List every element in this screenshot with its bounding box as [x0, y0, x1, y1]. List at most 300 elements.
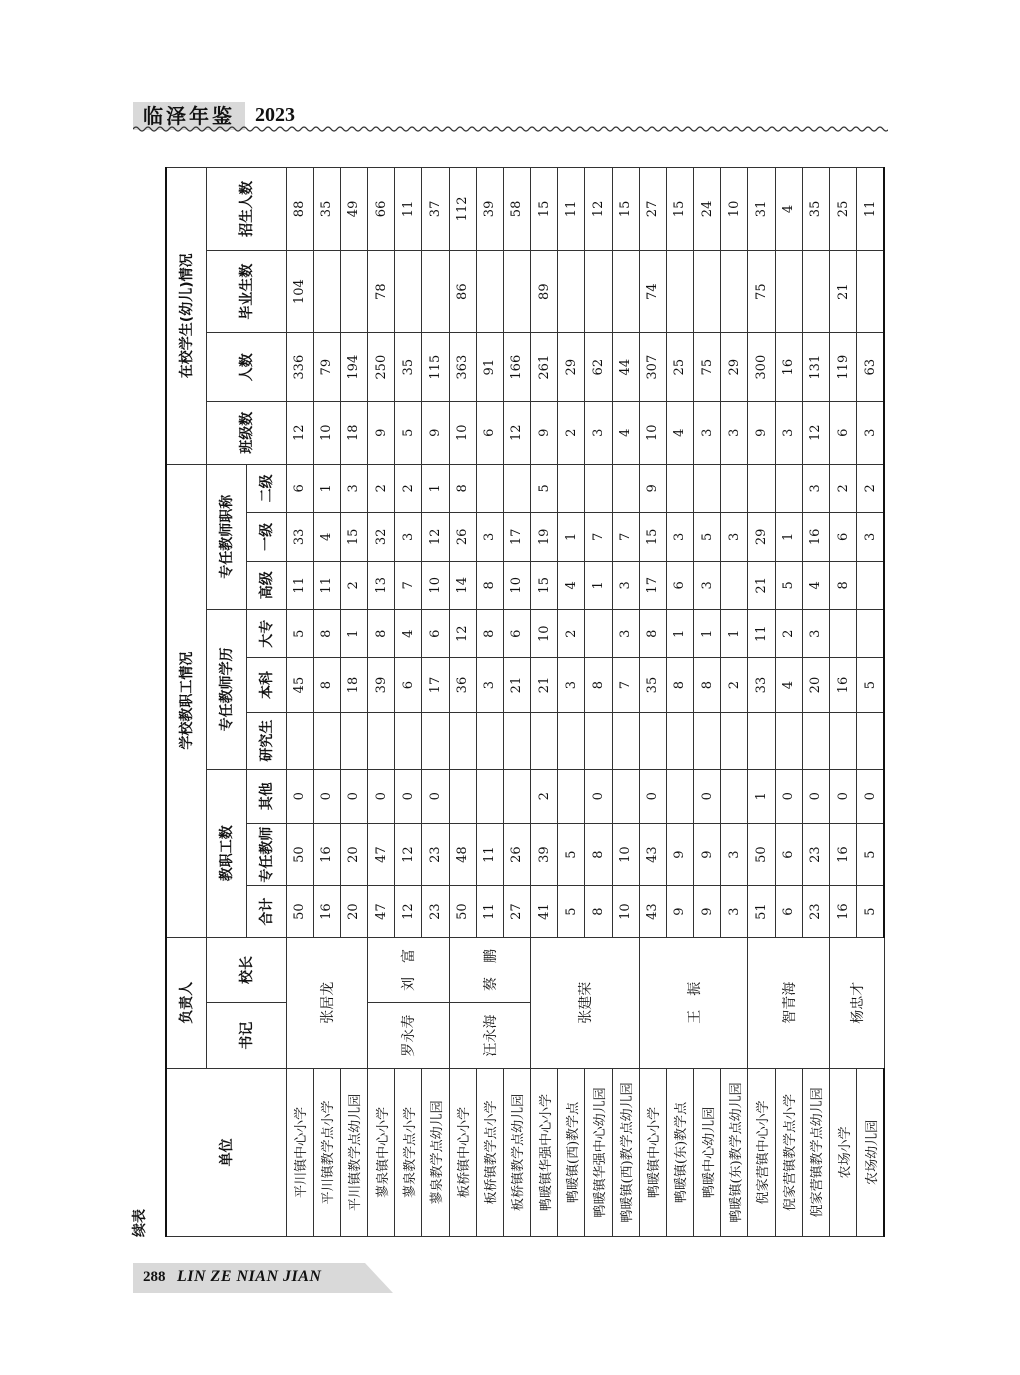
cell-graduates: [694, 250, 721, 333]
cell-enroll: 12: [585, 168, 612, 251]
table-row: [286, 168, 313, 1237]
cell-total: 5: [857, 886, 884, 937]
unit-name: 板桥镇教学点幼儿园: [503, 1068, 530, 1236]
col-titles: 专任教师职称: [206, 464, 246, 609]
cell-enroll: 35: [313, 168, 340, 251]
cell-classes: 10: [639, 401, 666, 464]
cell-students: 119: [829, 333, 856, 401]
page-number: 288: [143, 1269, 166, 1285]
cell-enroll: 15: [666, 168, 693, 251]
cell-senior: 10: [422, 561, 449, 609]
table-row: [531, 168, 558, 1237]
rotated-table-wrapper: [132, 167, 885, 1237]
col-leader: 负责人: [166, 937, 206, 1068]
cell-first: 15: [639, 513, 666, 561]
cell-total: 16: [829, 886, 856, 937]
col-bachelor: 本科: [246, 658, 286, 712]
cell-college: 8: [313, 610, 340, 658]
cell-classes: 4: [612, 401, 639, 464]
cell-senior: 10: [503, 561, 530, 609]
cell-students: 44: [612, 333, 639, 401]
cell-teachers: 50: [286, 823, 313, 886]
cell-enroll: 25: [829, 168, 856, 251]
cell-senior: 11: [286, 561, 313, 609]
cell-enroll: 15: [612, 168, 639, 251]
cell-senior: 1: [585, 561, 612, 609]
footer-title: LIN ZE NIAN JIAN: [177, 1268, 322, 1285]
cell-bachelor: 8: [694, 658, 721, 712]
cell-senior: 14: [449, 561, 476, 609]
cell-postgrad: [585, 712, 612, 769]
cell-graduates: 89: [531, 250, 558, 333]
cell-second: 2: [368, 464, 395, 513]
col-classes: 班级数: [206, 401, 286, 464]
cell-first: 16: [802, 513, 829, 561]
cell-teachers: 8: [585, 823, 612, 886]
cell-students: 336: [286, 333, 313, 401]
cell-students: 29: [558, 333, 585, 401]
cell-bachelor: 33: [748, 658, 775, 712]
unit-name: 鸭暖镇中心小学: [639, 1068, 666, 1236]
cell-classes: 10: [449, 401, 476, 464]
cell-postgrad: [612, 712, 639, 769]
cell-postgrad: [531, 712, 558, 769]
leader-name: 杨忠才: [829, 937, 884, 1068]
cell-second: 2: [829, 464, 856, 513]
cell-first: 1: [558, 513, 585, 561]
cell-other: 0: [639, 769, 666, 823]
cell-second: [666, 464, 693, 513]
cell-postgrad: [748, 712, 775, 769]
cell-classes: 10: [313, 401, 340, 464]
cell-total: 23: [802, 886, 829, 937]
cell-postgrad: [802, 712, 829, 769]
cell-second: [558, 464, 585, 513]
cell-other: 0: [829, 769, 856, 823]
cell-college: 2: [558, 610, 585, 658]
page-footer: [133, 1263, 393, 1293]
cell-college: 11: [748, 610, 775, 658]
cell-teachers: 20: [340, 823, 367, 886]
cell-first: 6: [829, 513, 856, 561]
cell-bachelor: 6: [395, 658, 422, 712]
cell-other: 0: [694, 769, 721, 823]
cell-teachers: 26: [503, 823, 530, 886]
cell-students: 250: [368, 333, 395, 401]
cell-postgrad: [395, 712, 422, 769]
cell-total: 43: [639, 886, 666, 937]
unit-name: 倪家营镇教学点小学: [775, 1068, 802, 1236]
cell-total: 50: [286, 886, 313, 937]
cell-teachers: 9: [666, 823, 693, 886]
unit-name: 倪家营镇教学点幼儿园: [802, 1068, 829, 1236]
cell-bachelor: 18: [340, 658, 367, 712]
unit-name: 鸭暖镇华强中心幼儿园: [585, 1068, 612, 1236]
cell-enroll: 4: [775, 168, 802, 251]
cell-students: 25: [666, 333, 693, 401]
cell-other: [449, 769, 476, 823]
cell-students: 79: [313, 333, 340, 401]
cell-first: 3: [476, 513, 503, 561]
cell-total: 10: [612, 886, 639, 937]
cell-bachelor: 21: [531, 658, 558, 712]
cell-postgrad: [721, 712, 748, 769]
cell-college: 6: [503, 610, 530, 658]
col-education: 专任教师学历: [206, 610, 246, 770]
cell-enroll: 39: [476, 168, 503, 251]
cell-bachelor: 20: [802, 658, 829, 712]
cell-teachers: 5: [857, 823, 884, 886]
cell-students: 91: [476, 333, 503, 401]
cell-first: 7: [585, 513, 612, 561]
table-row: [666, 168, 693, 1237]
cell-total: 3: [721, 886, 748, 937]
cell-graduates: [395, 250, 422, 333]
cell-senior: 3: [612, 561, 639, 609]
cell-postgrad: [340, 712, 367, 769]
cell-bachelor: 8: [666, 658, 693, 712]
col-senior: 高级: [246, 561, 286, 609]
cell-graduates: [585, 250, 612, 333]
cell-students: 62: [585, 333, 612, 401]
unit-name: 蓼泉教学点小学: [395, 1068, 422, 1236]
cell-first: 15: [340, 513, 367, 561]
cell-postgrad: [422, 712, 449, 769]
cell-graduates: [775, 250, 802, 333]
cell-graduates: [476, 250, 503, 333]
unit-name: 平川镇中心小学: [286, 1068, 313, 1236]
cell-teachers: 10: [612, 823, 639, 886]
cell-first: 7: [612, 513, 639, 561]
cell-enroll: 11: [857, 168, 884, 251]
cell-other: 0: [585, 769, 612, 823]
cell-total: 50: [449, 886, 476, 937]
cell-other: [503, 769, 530, 823]
unit-name: 农场小学: [829, 1068, 856, 1236]
cell-classes: 6: [476, 401, 503, 464]
cell-senior: 15: [531, 561, 558, 609]
cell-students: 131: [802, 333, 829, 401]
cell-teachers: 5: [558, 823, 585, 886]
cell-senior: 13: [368, 561, 395, 609]
cell-second: 5: [531, 464, 558, 513]
cell-bachelor: 39: [368, 658, 395, 712]
cell-first: 3: [666, 513, 693, 561]
col-principal: 校长: [206, 937, 286, 1003]
cell-teachers: 23: [422, 823, 449, 886]
cell-classes: 9: [531, 401, 558, 464]
cell-students: 166: [503, 333, 530, 401]
table-row: [449, 168, 476, 1237]
cell-graduates: 75: [748, 250, 775, 333]
cell-students: 75: [694, 333, 721, 401]
cell-students: 194: [340, 333, 367, 401]
cell-teachers: 48: [449, 823, 476, 886]
cell-enroll: 35: [802, 168, 829, 251]
col-graduates: 毕业生数: [206, 250, 286, 333]
col-staff-count: 教职工数: [206, 769, 246, 937]
col-total: 合计: [246, 886, 286, 937]
unit-name: 倪家营镇中心小学: [748, 1068, 775, 1236]
cell-students: 63: [857, 333, 884, 401]
cell-second: [775, 464, 802, 513]
school-statistics-table: [165, 167, 885, 1237]
cell-postgrad: [666, 712, 693, 769]
cell-college: 8: [368, 610, 395, 658]
cell-senior: 21: [748, 561, 775, 609]
cell-college: 8: [476, 610, 503, 658]
cell-total: 12: [395, 886, 422, 937]
unit-name: 蓼泉教学点幼儿园: [422, 1068, 449, 1236]
cell-enroll: 10: [721, 168, 748, 251]
cell-classes: 12: [503, 401, 530, 464]
cell-other: [612, 769, 639, 823]
cell-total: 47: [368, 886, 395, 937]
unit-name: 鸭暖镇(东)教学点幼儿园: [721, 1068, 748, 1236]
cell-second: 9: [639, 464, 666, 513]
cell-second: [503, 464, 530, 513]
cell-teachers: 43: [639, 823, 666, 886]
table-row: [639, 168, 666, 1237]
col-staff-group: 学校教职工情况: [166, 464, 206, 937]
cell-other: 0: [857, 769, 884, 823]
cell-classes: 9: [368, 401, 395, 464]
cell-teachers: 12: [395, 823, 422, 886]
cell-classes: 3: [585, 401, 612, 464]
cell-classes: 5: [395, 401, 422, 464]
cell-graduates: [802, 250, 829, 333]
cell-senior: 2: [340, 561, 367, 609]
cell-classes: 9: [748, 401, 775, 464]
cell-first: 17: [503, 513, 530, 561]
cell-graduates: 86: [449, 250, 476, 333]
cell-bachelor: 3: [558, 658, 585, 712]
cell-enroll: 24: [694, 168, 721, 251]
cell-classes: 3: [775, 401, 802, 464]
table-row: [802, 168, 829, 1237]
cell-classes: 3: [857, 401, 884, 464]
unit-name: 农场幼儿园: [857, 1068, 884, 1236]
cell-total: 20: [340, 886, 367, 937]
cell-other: 0: [802, 769, 829, 823]
cell-other: [476, 769, 503, 823]
cell-students: 35: [395, 333, 422, 401]
cell-graduates: [422, 250, 449, 333]
col-enrollment: 招生人数: [206, 168, 286, 251]
cell-other: 0: [395, 769, 422, 823]
cell-total: 16: [313, 886, 340, 937]
table-row: [476, 168, 503, 1237]
cell-senior: 7: [395, 561, 422, 609]
cell-first: 3: [395, 513, 422, 561]
cell-postgrad: [857, 712, 884, 769]
cell-graduates: [558, 250, 585, 333]
cell-college: 1: [721, 610, 748, 658]
cell-senior: 5: [775, 561, 802, 609]
cell-college: 4: [395, 610, 422, 658]
cell-college: 6: [422, 610, 449, 658]
cell-other: 2: [531, 769, 558, 823]
cell-teachers: 23: [802, 823, 829, 886]
cell-teachers: 16: [313, 823, 340, 886]
cell-enroll: 15: [531, 168, 558, 251]
col-full-teachers: 专任教师: [246, 823, 286, 886]
col-count: 人数: [206, 333, 286, 401]
leader-name: 张居龙: [286, 937, 368, 1068]
cell-bachelor: 5: [857, 658, 884, 712]
cell-first: 3: [857, 513, 884, 561]
cell-second: 3: [802, 464, 829, 513]
cell-college: 2: [775, 610, 802, 658]
cell-teachers: 9: [694, 823, 721, 886]
cell-classes: 18: [340, 401, 367, 464]
leader-name: 王 振: [639, 937, 748, 1068]
cell-total: 6: [775, 886, 802, 937]
cell-college: 3: [802, 610, 829, 658]
cell-teachers: 11: [476, 823, 503, 886]
col-college: 大专: [246, 610, 286, 658]
col-second: 二级: [246, 464, 286, 513]
cell-graduates: [313, 250, 340, 333]
unit-name: 鸭暖镇(西)教学点: [558, 1068, 585, 1236]
cell-bachelor: 35: [639, 658, 666, 712]
table-row: [395, 168, 422, 1237]
table-row: [721, 168, 748, 1237]
table-row: [775, 168, 802, 1237]
cell-first: 1: [775, 513, 802, 561]
cell-enroll: 11: [395, 168, 422, 251]
cell-enroll: 27: [639, 168, 666, 251]
cell-other: [721, 769, 748, 823]
unit-name: 平川镇教学点幼儿园: [340, 1068, 367, 1236]
cell-second: 1: [313, 464, 340, 513]
cell-college: 8: [639, 610, 666, 658]
col-secretary: 书记: [206, 1003, 286, 1069]
cell-classes: 12: [802, 401, 829, 464]
cell-graduates: 74: [639, 250, 666, 333]
cell-postgrad: [449, 712, 476, 769]
col-students-group: 在校学生(幼儿)情况: [166, 168, 206, 465]
cell-postgrad: [639, 712, 666, 769]
cell-second: 2: [395, 464, 422, 513]
cell-teachers: 6: [775, 823, 802, 886]
col-unit: 单位: [166, 1068, 286, 1236]
cell-graduates: [721, 250, 748, 333]
cell-college: 10: [531, 610, 558, 658]
cell-college: 1: [340, 610, 367, 658]
cell-postgrad: [368, 712, 395, 769]
cell-bachelor: 16: [829, 658, 856, 712]
cell-first: 32: [368, 513, 395, 561]
cell-second: 1: [422, 464, 449, 513]
cell-second: 6: [286, 464, 313, 513]
cell-other: 1: [748, 769, 775, 823]
cell-senior: 4: [802, 561, 829, 609]
cell-second: [612, 464, 639, 513]
cell-college: 3: [612, 610, 639, 658]
cell-students: 300: [748, 333, 775, 401]
cell-second: [748, 464, 775, 513]
secretary-name: 罗永寿: [368, 1003, 450, 1069]
cell-total: 11: [476, 886, 503, 937]
cell-first: 19: [531, 513, 558, 561]
cell-total: 41: [531, 886, 558, 937]
cell-second: [476, 464, 503, 513]
cell-first: 26: [449, 513, 476, 561]
cell-other: [558, 769, 585, 823]
cell-second: [694, 464, 721, 513]
cell-total: 23: [422, 886, 449, 937]
cell-graduates: [340, 250, 367, 333]
unit-name: 蓼泉镇中心小学: [368, 1068, 395, 1236]
cell-students: 115: [422, 333, 449, 401]
cell-college: 1: [666, 610, 693, 658]
cell-students: 29: [721, 333, 748, 401]
cell-bachelor: 8: [313, 658, 340, 712]
cell-students: 307: [639, 333, 666, 401]
cell-second: [721, 464, 748, 513]
header-wavy-rule: [133, 124, 888, 134]
cell-other: [666, 769, 693, 823]
cell-first: 5: [694, 513, 721, 561]
cell-graduates: [666, 250, 693, 333]
cell-postgrad: [775, 712, 802, 769]
cell-postgrad: [694, 712, 721, 769]
unit-name: 板桥镇教学点小学: [476, 1068, 503, 1236]
cell-postgrad: [286, 712, 313, 769]
cell-teachers: 16: [829, 823, 856, 886]
cell-classes: 12: [286, 401, 313, 464]
cell-senior: [857, 561, 884, 609]
leader-name: 智青海: [748, 937, 830, 1068]
principal-name: 刘 富: [368, 937, 450, 1003]
cell-teachers: 3: [721, 823, 748, 886]
table-row: [612, 168, 639, 1237]
cell-second: 8: [449, 464, 476, 513]
cell-senior: 4: [558, 561, 585, 609]
cell-enroll: 37: [422, 168, 449, 251]
unit-name: 鸭暖镇华强中心小学: [531, 1068, 558, 1236]
cell-postgrad: [829, 712, 856, 769]
cell-first: 33: [286, 513, 313, 561]
cell-college: 1: [694, 610, 721, 658]
col-first: 一级: [246, 513, 286, 561]
cell-other: 0: [775, 769, 802, 823]
col-others: 其他: [246, 769, 286, 823]
unit-name: 鸭暖镇(东)教学点: [666, 1068, 693, 1236]
cell-graduates: 78: [368, 250, 395, 333]
cell-postgrad: [558, 712, 585, 769]
cell-bachelor: 7: [612, 658, 639, 712]
col-postgrad: 研究生: [246, 712, 286, 769]
unit-name: 鸭暖镇(西)教学点幼儿园: [612, 1068, 639, 1236]
cell-other: 0: [368, 769, 395, 823]
cell-total: 9: [694, 886, 721, 937]
cell-senior: 8: [829, 561, 856, 609]
cell-bachelor: 4: [775, 658, 802, 712]
table-row: [585, 168, 612, 1237]
cell-bachelor: 2: [721, 658, 748, 712]
cell-first: 4: [313, 513, 340, 561]
cell-bachelor: 36: [449, 658, 476, 712]
cell-bachelor: 8: [585, 658, 612, 712]
cell-classes: 3: [694, 401, 721, 464]
cell-enroll: 49: [340, 168, 367, 251]
cell-bachelor: 21: [503, 658, 530, 712]
yearbook-title-label: 临泽年鉴: [133, 102, 245, 130]
cell-classes: 6: [829, 401, 856, 464]
cell-students: 16: [775, 333, 802, 401]
